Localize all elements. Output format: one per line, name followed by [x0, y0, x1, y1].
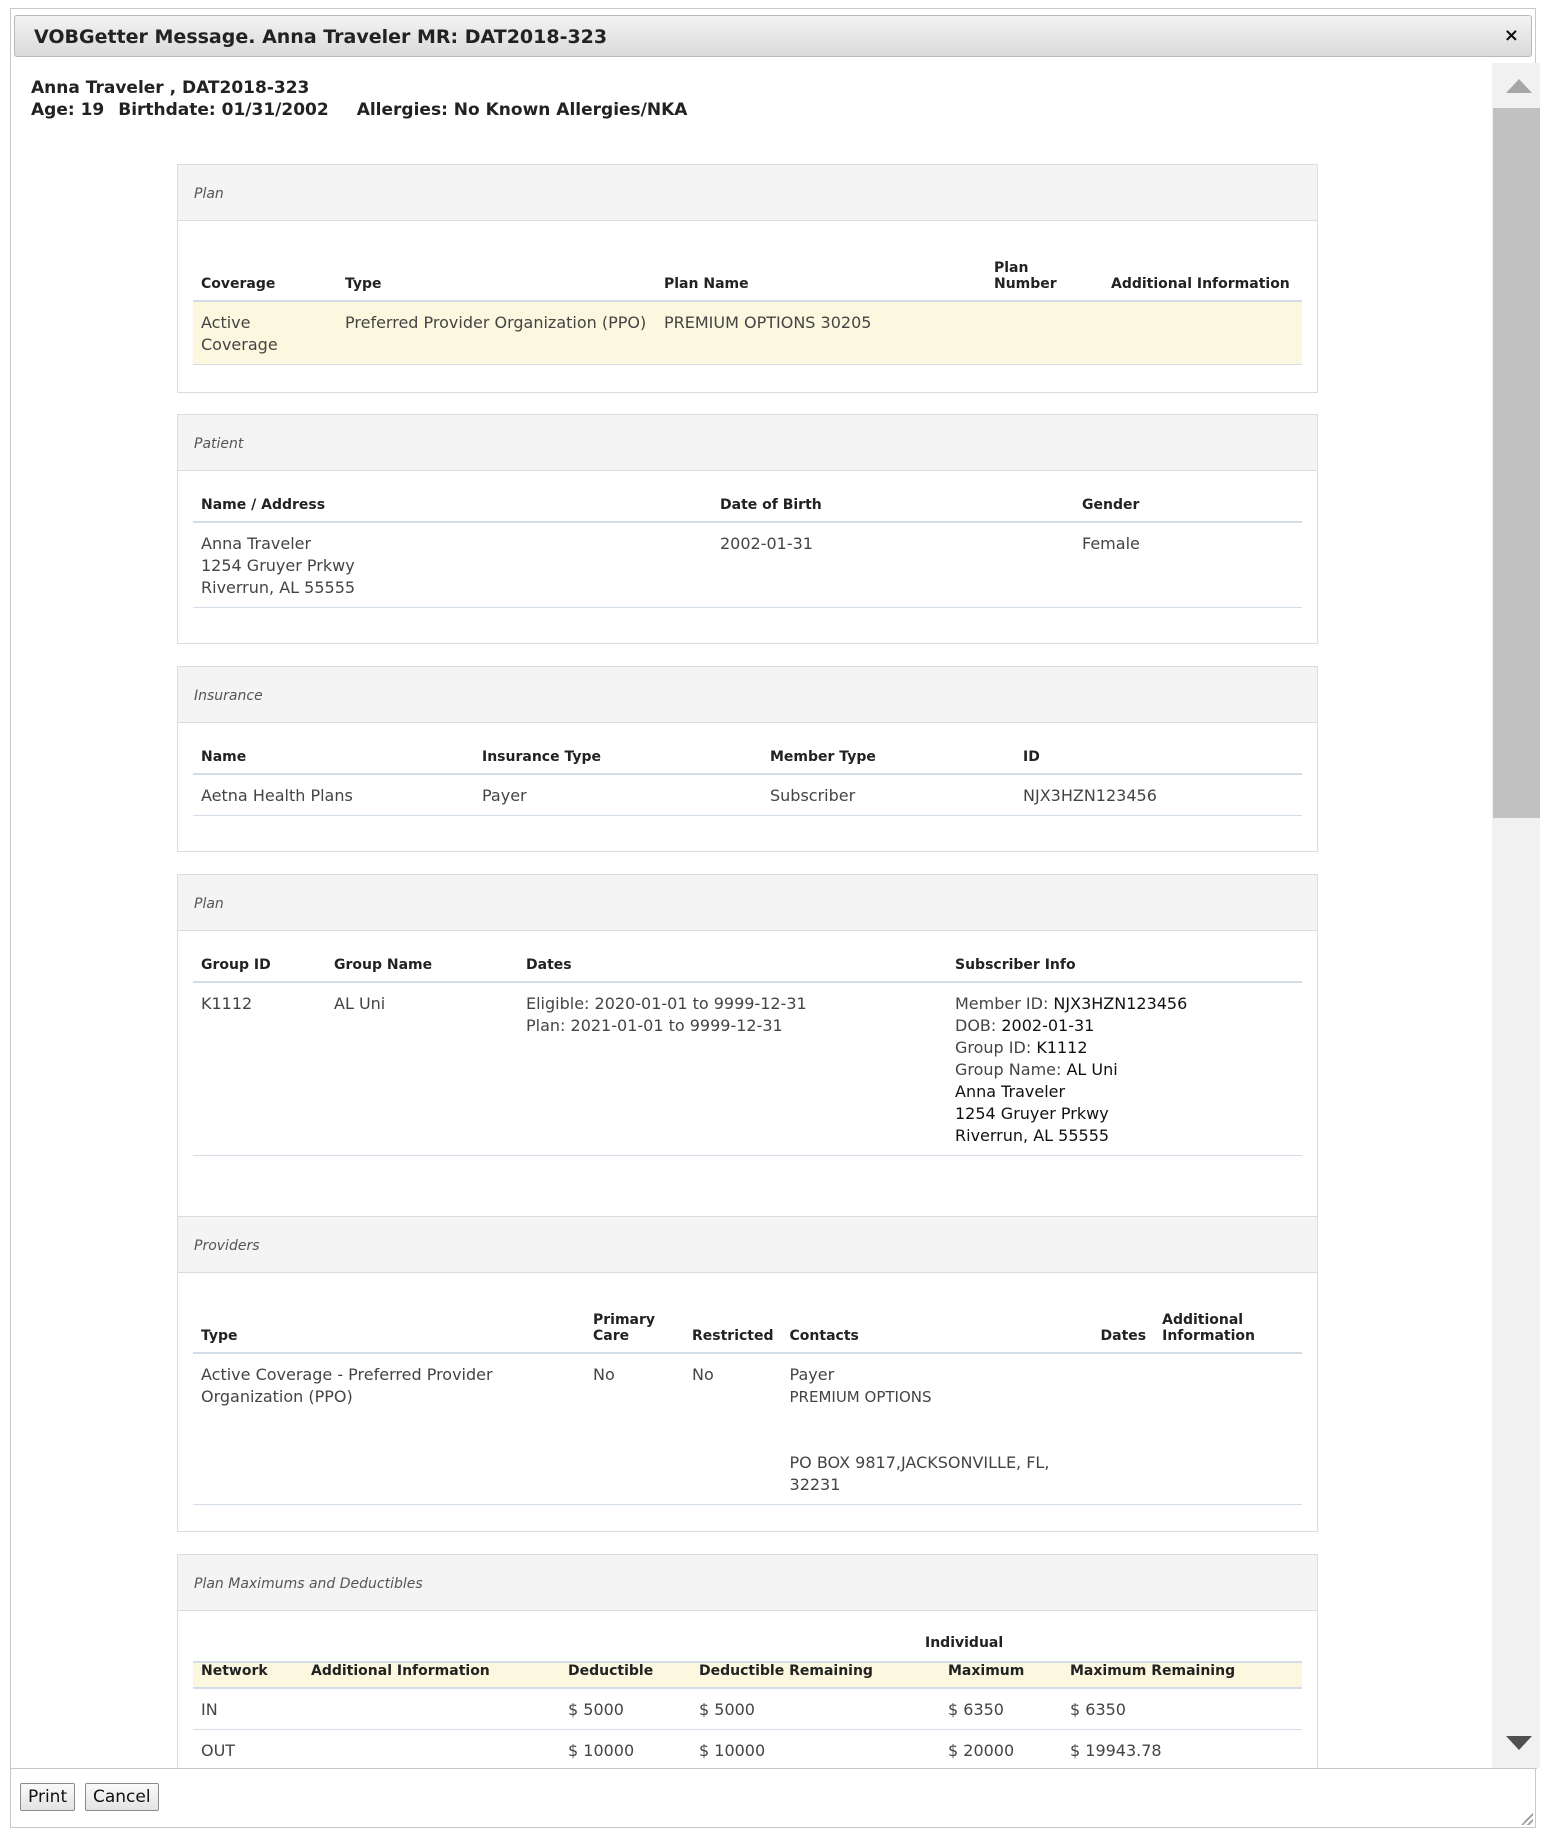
cell-maximum: $ 20000: [940, 1730, 1062, 1769]
panel-heading: Plan Maximums and Deductibles: [178, 1555, 1317, 1611]
col-deductible: Deductible: [560, 1662, 691, 1688]
cell-maximum-remaining: $ 19943.78: [1062, 1730, 1302, 1769]
col-plan-number: Plan Number: [986, 239, 1103, 301]
panel-heading: Providers: [178, 1217, 1317, 1273]
panel-heading: Plan: [178, 165, 1317, 221]
col-maximum: Maximum: [940, 1662, 1062, 1688]
col-dates: Dates: [1093, 1291, 1155, 1353]
dob-label: DOB:: [955, 1016, 997, 1035]
cell-deductible: $ 10000: [560, 1730, 691, 1769]
col-insurance-type: Insurance Type: [474, 749, 762, 774]
cell-additional-info: [1103, 301, 1302, 365]
maximums-table: [193, 1661, 1302, 1768]
plan-group-table: [193, 957, 1302, 1156]
providers-panel: [177, 1216, 1318, 1532]
patient-address-line1: 1254 Gruyer Prkwy: [201, 556, 355, 575]
dialog-content: [11, 63, 1492, 1768]
group-id-label: Group ID:: [955, 1038, 1032, 1057]
provider-restricted: No: [684, 1353, 782, 1505]
col-gender: Gender: [1074, 497, 1302, 522]
col-coverage: Coverage: [193, 239, 337, 301]
individual-group-header: Individual: [925, 1635, 1004, 1651]
col-primary-care: Primary Care: [585, 1291, 684, 1353]
patient-birthdate: Birthdate: 01/31/2002: [118, 100, 329, 120]
col-subscriber-info: Subscriber Info: [947, 957, 1302, 982]
patient-dob: 2002-01-31: [712, 522, 1074, 608]
cell-plan-number: [986, 301, 1103, 365]
dialog-titlebar[interactable]: [14, 15, 1532, 57]
scroll-up-arrow-icon[interactable]: [1506, 79, 1532, 93]
cell-maximum-remaining: $ 6350: [1062, 1688, 1302, 1730]
cell-deductible-remaining: $ 10000: [691, 1730, 940, 1769]
subscriber-address-line2: Riverrun, AL 55555: [955, 1126, 1110, 1145]
cancel-button[interactable]: Cancel: [85, 1783, 159, 1811]
print-button[interactable]: Print: [20, 1783, 75, 1811]
col-contacts: Contacts: [782, 1291, 1093, 1353]
col-member-type: Member Type: [762, 749, 1015, 774]
patient-header: [31, 77, 687, 121]
vob-dialog: [10, 8, 1536, 1828]
cell-additional-info: [303, 1730, 560, 1769]
col-maximum-remaining: Maximum Remaining: [1062, 1662, 1302, 1688]
subscriber-group-name: AL Uni: [1066, 1060, 1118, 1079]
col-additional-info: Additional Information: [1103, 239, 1302, 301]
cell-network: IN: [193, 1688, 303, 1730]
col-name-address: Name / Address: [193, 497, 712, 522]
scroll-down-arrow-icon[interactable]: [1506, 1736, 1532, 1750]
col-plan-name: Plan Name: [656, 239, 986, 301]
cell-additional-info: [303, 1688, 560, 1730]
panel-heading: Patient: [178, 415, 1317, 471]
contact-address: PO BOX 9817,JACKSONVILLE, FL, 32231: [789, 1453, 1050, 1494]
cell-deductible: $ 5000: [560, 1688, 691, 1730]
col-type: Type: [193, 1291, 585, 1353]
plan-dates: Plan: 2021-01-01 to 9999-12-31: [526, 1016, 783, 1035]
providers-table: [193, 1291, 1302, 1505]
table-row: [193, 1688, 1302, 1730]
col-additional-info: Additional Information: [303, 1662, 560, 1688]
member-id-label: Member ID:: [955, 994, 1049, 1013]
cell-network: OUT: [193, 1730, 303, 1769]
contact-type: Payer: [789, 1365, 835, 1384]
subscriber-name: Anna Traveler: [955, 1082, 1066, 1101]
plan-panel: [177, 164, 1318, 393]
plan-table: [193, 239, 1302, 365]
col-network: Network: [193, 1662, 303, 1688]
patient-name-line: Anna Traveler , DAT2018-323: [31, 78, 310, 98]
col-type: Type: [337, 239, 656, 301]
col-id: ID: [1015, 749, 1302, 774]
scroll-thumb[interactable]: [1493, 108, 1540, 818]
dialog-title: VOBGetter Message. Anna Traveler MR: DAT2018-323: [34, 26, 608, 48]
col-group-name: Group Name: [326, 957, 518, 982]
insurance-type: Payer: [474, 774, 762, 816]
col-date-of-birth: Date of Birth: [712, 497, 1074, 522]
col-dates: Dates: [518, 957, 947, 982]
plan-group-panel: [177, 874, 1318, 1248]
table-row: [193, 1353, 1302, 1505]
panel-heading: Plan: [178, 875, 1317, 931]
contact-name: PREMIUM OPTIONS: [789, 1388, 932, 1406]
table-row: [193, 522, 1302, 608]
insurance-member-type: Subscriber: [762, 774, 1015, 816]
panel-heading: Insurance: [178, 667, 1317, 723]
patient-name: Anna Traveler: [201, 534, 312, 553]
table-row[interactable]: [193, 301, 1302, 365]
provider-primary-care: No: [585, 1353, 684, 1505]
insurance-table: [193, 749, 1302, 816]
table-row: [193, 982, 1302, 1156]
patient-gender: Female: [1074, 522, 1302, 608]
col-additional-info: Additional Information: [1154, 1291, 1302, 1353]
close-icon[interactable]: ×: [1503, 25, 1519, 46]
cell-coverage: Active Coverage: [193, 301, 337, 365]
cell-type: Preferred Provider Organization (PPO): [337, 301, 656, 365]
insurance-name: Aetna Health Plans: [193, 774, 474, 816]
member-id: NJX3HZN123456: [1053, 994, 1188, 1013]
table-row: [193, 774, 1302, 816]
provider-type: Active Coverage - Preferred Provider Organization (PPO): [193, 1353, 585, 1505]
subscriber-address-line1: 1254 Gruyer Prkwy: [955, 1104, 1109, 1123]
cell-deductible-remaining: $ 5000: [691, 1688, 940, 1730]
col-deductible-remaining: Deductible Remaining: [691, 1662, 940, 1688]
patient-panel: [177, 414, 1318, 644]
insurance-panel: [177, 666, 1318, 852]
cell-maximum: $ 6350: [940, 1688, 1062, 1730]
col-restricted: Restricted: [684, 1291, 782, 1353]
dialog-footer: [11, 1768, 1537, 1829]
subscriber-group-id: K1112: [1036, 1038, 1088, 1057]
subscriber-dob: 2002-01-31: [1001, 1016, 1095, 1035]
patient-table: [193, 497, 1302, 608]
col-name: Name: [193, 749, 474, 774]
group-name-label: Group Name:: [955, 1060, 1062, 1079]
col-group-id: Group ID: [193, 957, 326, 982]
cell-plan-name: PREMIUM OPTIONS 30205: [656, 301, 986, 365]
group-id: K1112: [193, 982, 326, 1156]
patient-age: Age: 19: [31, 100, 105, 120]
patient-allergies: Allergies: No Known Allergies/NKA: [356, 100, 688, 120]
vertical-scrollbar[interactable]: [1492, 63, 1540, 1768]
insurance-id: NJX3HZN123456: [1015, 774, 1302, 816]
maximums-panel: [177, 1554, 1318, 1768]
patient-address-line2: Riverrun, AL 55555: [201, 578, 356, 597]
group-name: AL Uni: [326, 982, 518, 1156]
table-row: [193, 1730, 1302, 1769]
eligible-dates: Eligible: 2020-01-01 to 9999-12-31: [526, 994, 807, 1013]
resize-grip-icon[interactable]: [1521, 1813, 1533, 1825]
